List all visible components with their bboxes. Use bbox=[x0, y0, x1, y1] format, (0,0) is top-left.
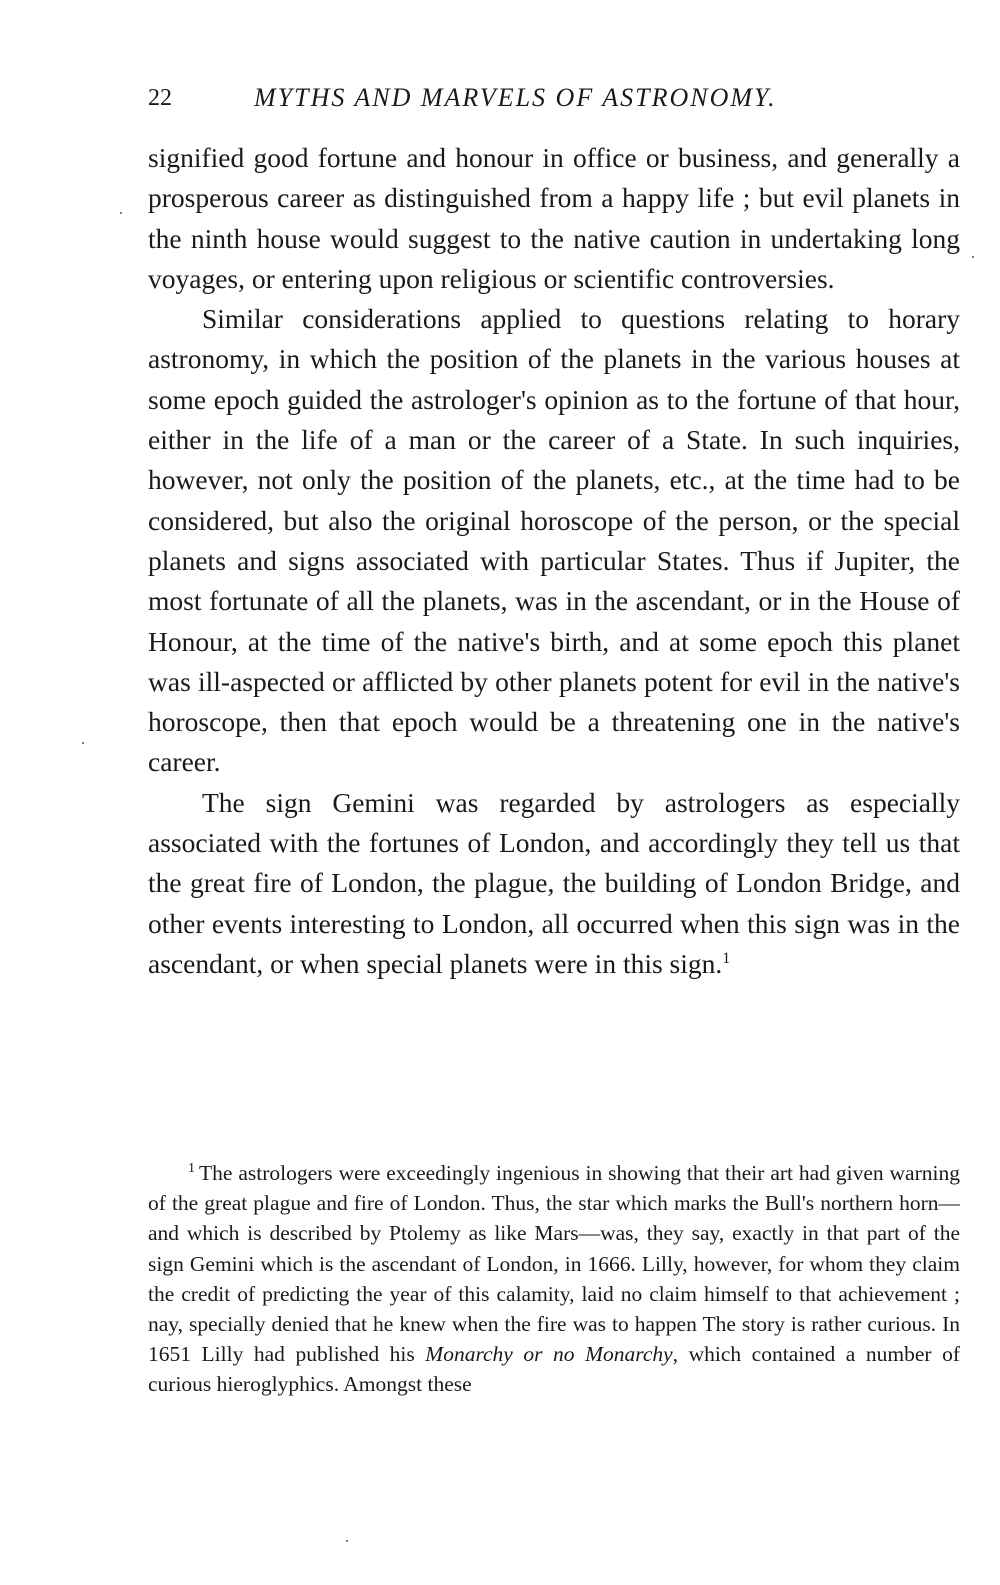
book-title: MYTHS AND MARVELS OF ASTRONOMY. bbox=[254, 83, 777, 112]
body-text bbox=[148, 138, 960, 984]
paper-speck bbox=[120, 212, 122, 214]
running-head bbox=[148, 78, 960, 118]
footnote bbox=[148, 1158, 960, 1400]
paragraph-horary-astronomy bbox=[148, 299, 960, 783]
paragraph-continuation bbox=[148, 138, 960, 299]
paper-speck bbox=[972, 256, 974, 258]
paragraph-gemini-london bbox=[148, 783, 960, 984]
footnote-text: The astrologers were exceedingly ingenious in showing that their art had given warning of the great plague and fire of London. Thus, the star which marks the Bull's northern horn—and which is described by Ptolemy as like Mars—was, they say, exactly in that part of the sign Gemini which is the ascendant of London, in 1666. Lilly, however, for whom they claim the credit of predicting the year of this calamity, laid no claim himself to that achievement ; nay, specially denied that he knew when the fire was to happen The story is rather curious. In 1651 Lilly had published his bbox=[148, 1161, 960, 1367]
footnote-text-end: , which contained a number of curious hieroglyphics. Amongst these bbox=[148, 1342, 961, 1397]
footnote-book-title: Monarchy or no Monarchy bbox=[425, 1342, 673, 1367]
footnote-reference[interactable]: 1 bbox=[722, 949, 731, 967]
paragraph-text: The sign Gemini was regarded by astrologers as especially associated with the fortunes of London, and accordingly they tell us that the great fire of London, the plague, the building of London Bridge, and other events interesting to London, all occurred when this sign was in the ascendant, or when special planets were in this sign. bbox=[148, 786, 960, 979]
paper-speck bbox=[346, 1540, 348, 1542]
footnote-marker: 1 bbox=[188, 1160, 195, 1176]
paper-speck bbox=[82, 742, 84, 744]
paragraph-text: signified good fortune and honour in office or business, and generally a prosperous career as distinguished from a happy life ; but evil planets in the ninth house would suggest to the native caution in undertaking long voyages, or entering upon religious or scientific controversies. bbox=[148, 142, 960, 294]
page-number: 22 bbox=[148, 85, 172, 111]
paragraph-text: Similar considerations applied to questions relating to horary astronomy, in which the position of the planets in the various houses at some epoch guided the astrologer's opinion as to the fortune of that hour, either in the life of a man or the career of a State. In such inquiries, however, not only the position of the planets, etc., at the time had to be considered, but also the original horoscope of the person, or the special planets and signs associated with particular States. Thus if Jupiter, the most fortunate of all the planets, was in the ascendant, or in the House of Honour, at the time of the native's birth, and at some epoch this planet was ill-aspected or afflicted by other planets potent for evil in the native's horoscope, then that epoch would be a threatening one in the native's career. bbox=[148, 303, 960, 778]
